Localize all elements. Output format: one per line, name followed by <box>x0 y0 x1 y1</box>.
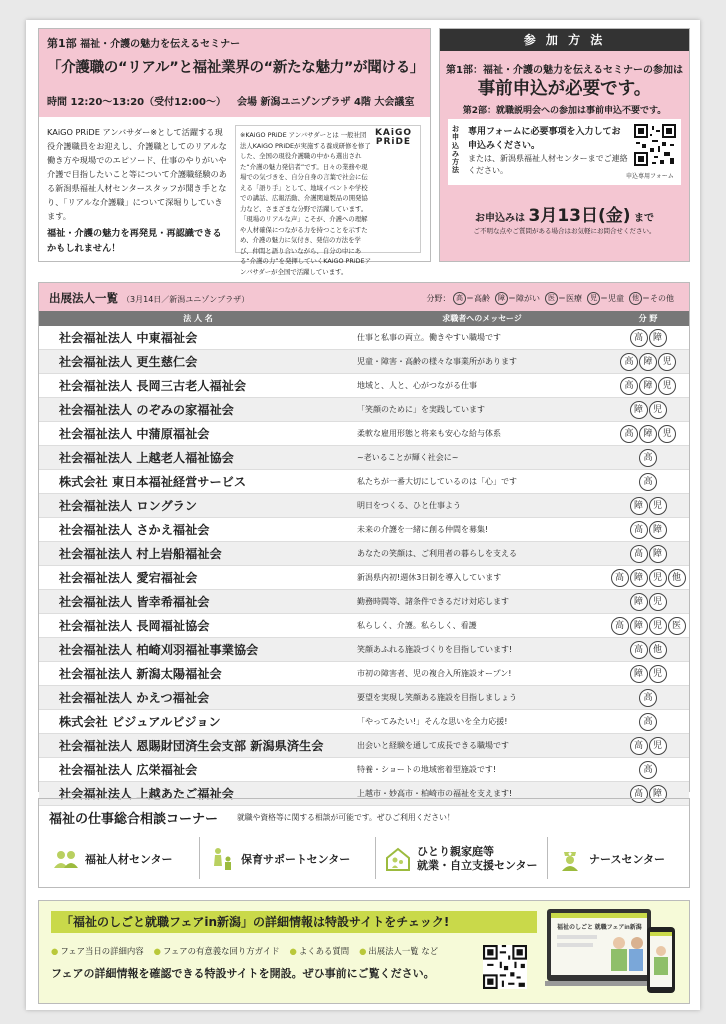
exhibitor-message: 私らしく、介護。私らしく、看護 <box>357 621 477 630</box>
exhibitor-message: 未来の介護を一緒に創る仲間を募集! <box>357 525 489 534</box>
exhibitor-message: 特養・ショートの地域密着型施設です! <box>357 765 497 774</box>
exhibitor-name: 社会福祉法人 柏崎刈羽福祉事業協会 <box>59 643 259 657</box>
field-badge: 高 <box>620 425 638 443</box>
legend-text: ＝高齢 <box>466 294 490 303</box>
field-badge: 児 <box>649 665 667 683</box>
consultation-subtitle: 就職や資格等に関する相談が可能です。ぜひご利用ください！ <box>237 813 455 822</box>
exhibitor-message: 市初の障害者、児の複合入所施設オープン! <box>357 669 512 678</box>
exhibitor-fields <box>607 449 689 467</box>
exhibitors-title <box>49 290 249 306</box>
field-badge: 児 <box>649 569 667 587</box>
table-row <box>39 374 689 398</box>
exhibitor-fields <box>607 737 689 755</box>
legend-prefix: 分野： <box>426 294 451 303</box>
field-badge: 高 <box>630 641 648 659</box>
exhibitors-subtitle: （3月14日／新潟ユニゾンプラザ） <box>122 295 250 304</box>
divider <box>547 837 548 879</box>
exhibitor-message: 私たちが一番大切にしているのは「心」です <box>357 477 517 486</box>
exhibitor-message: 上越市・妙高市・柏崎市の福祉を支えます! <box>357 789 513 798</box>
seminar-lead-text: 福祉・介護の魅力を再発見・再認識できるかもしれません！ <box>47 228 222 254</box>
table-row <box>39 446 689 470</box>
exhibitor-fields <box>607 473 689 491</box>
consult-item-label-2: 就業・自立支援センター <box>417 859 538 872</box>
deadline-suffix: まで <box>634 213 654 224</box>
exhibitor-name: 社会福祉法人 恩賜財団済生会支部 新潟県済生会 <box>59 739 324 753</box>
exhibitor-name: 社会福祉法人 中蒲原福祉会 <box>59 427 210 441</box>
field-badge: 高 <box>620 353 638 371</box>
field-badge: 児 <box>649 401 667 419</box>
table-row <box>39 662 689 686</box>
seminar-part-label: 第1部 <box>47 37 77 50</box>
kaigo-pride-logo <box>375 129 412 147</box>
field-badge: 高 <box>639 689 657 707</box>
field-badge: 他 <box>649 641 667 659</box>
alternate-contact: または、新潟県福祉人材センターまでご連絡ください。 <box>468 154 628 175</box>
legend-badge: 障 <box>495 292 508 305</box>
site-content-item: ● フェア当日の詳細内容 <box>51 945 144 957</box>
special-site-section <box>38 900 690 1004</box>
field-badge: 高 <box>630 329 648 347</box>
field-badge: 障 <box>639 425 657 443</box>
exhibitor-message: 地域と、人と、心がつながる仕事 <box>357 381 477 390</box>
ambassador-note-box <box>235 125 421 276</box>
website-device-mockup <box>545 905 677 997</box>
exhibitor-fields <box>607 761 689 779</box>
field-badge: 高 <box>620 377 638 395</box>
qr-form-label: 申込専用フォーム <box>626 173 674 180</box>
table-row <box>39 422 689 446</box>
exhibitor-message: 要望を実現し笑顔ある施設を目指しましょう <box>357 693 517 702</box>
consult-item-label: ナースセンター <box>589 853 666 866</box>
field-badge: 障 <box>630 665 648 683</box>
consult-item-label: ひとり親家庭等 <box>417 845 494 858</box>
consult-item-label-block <box>417 845 538 873</box>
legend-text: ＝その他 <box>642 294 674 303</box>
table-row <box>39 734 689 758</box>
exhibitor-name: 社会福祉法人 かえつ福祉会 <box>59 691 210 705</box>
consult-welfare-center <box>53 839 173 879</box>
exhibitor-name: 社会福祉法人 広栄福祉会 <box>59 763 198 777</box>
table-row <box>39 398 689 422</box>
consult-item-label: 福祉人材センター <box>85 853 173 866</box>
deadline-date: 3月13日(金) <box>528 206 631 226</box>
exhibitor-name: 社会福祉法人 上越あたご福祉会 <box>59 787 234 801</box>
legend-badge: 児 <box>587 292 600 305</box>
exhibitors-header <box>39 283 689 311</box>
seminar-body-text: KAiGO PRiDE アンバサダー※として活躍する現役介護職員をお迎えし、介護職としてのリアルな働き方や現場でのエピソード、仕事のやりがいや介護で目指したいこと等について介護職経験のある新潟県福祉人材センタースタッフが聞き手となり、「リアルな介護職」について深堀りしていきます。 <box>47 127 227 221</box>
field-legend <box>426 292 679 305</box>
inquiry-note: ご不明な点やご質問がある場合はお気軽にお問合せください。 <box>473 227 656 235</box>
legend-badge: 他 <box>629 292 642 305</box>
seminar-description <box>47 125 229 256</box>
exhibitor-name: 社会福祉法人 中東福祉会 <box>59 331 198 345</box>
field-badge: 高 <box>630 545 648 563</box>
field-badge: 児 <box>649 497 667 515</box>
seminar-venue: 会場 新潟ユニゾンプラザ 4階 大会議室 <box>237 97 415 108</box>
field-badge: 高 <box>630 785 648 803</box>
childcare-icon <box>209 846 235 872</box>
exhibitor-name: 株式会社 東日本福祉経営サービス <box>59 475 247 489</box>
special-site-qr-code[interactable] <box>483 945 527 989</box>
consult-nurse-center <box>557 839 665 879</box>
field-badge: 障 <box>649 521 667 539</box>
site-contents-list <box>51 945 438 957</box>
exhibitor-message: 笑顔あふれる施設づくりを目指しています! <box>357 645 513 654</box>
table-header-row <box>39 311 689 326</box>
field-badge: 障 <box>630 593 648 611</box>
participation-header: 参 加 方 法 <box>440 29 689 51</box>
legend-text: ＝児童 <box>600 294 624 303</box>
form-instruction: 専用フォームに必要事項を入力してお申込みください。 <box>468 127 621 151</box>
consult-childcare-center <box>209 839 350 879</box>
field-badge: 医 <box>668 617 686 635</box>
field-badge: 他 <box>668 569 686 587</box>
col-header-name: 法 人 名 <box>183 314 213 323</box>
site-content-item: ● フェアの有意義な回り方ガイド <box>154 945 280 957</box>
field-badge: 障 <box>630 497 648 515</box>
seminar-title: 「介護職の“リアル”と福祉業界の“新たな魅力”が聞ける」 <box>47 60 425 76</box>
exhibitor-name: 社会福祉法人 愛宕福祉会 <box>59 571 198 585</box>
field-badge: 児 <box>649 593 667 611</box>
exhibitor-name: 社会福祉法人 上越老人福祉協会 <box>59 451 234 465</box>
exhibitor-name: 社会福祉法人 長岡福祉協会 <box>59 619 210 633</box>
consult-single-parent-center <box>385 839 538 879</box>
advance-registration-required: 事前申込が必要です。 <box>477 79 652 99</box>
field-badge: 児 <box>658 377 676 395</box>
exhibitor-name: 社会福祉法人 皆幸希福祉会 <box>59 595 210 609</box>
exhibitor-name: 株式会社 ビジュアルビジョン <box>59 715 221 729</box>
exhibitor-message: 「笑顔のために」を実践しています <box>357 405 485 414</box>
field-badge: 障 <box>649 329 667 347</box>
table-row <box>39 566 689 590</box>
exhibitor-fields <box>607 521 689 539</box>
exhibitor-fields <box>607 353 689 371</box>
table-row <box>39 710 689 734</box>
table-row <box>39 590 689 614</box>
field-badge: 障 <box>639 377 657 395</box>
field-badge: 高 <box>639 713 657 731</box>
seminar-part-line <box>47 35 422 51</box>
exhibitor-fields <box>607 377 689 395</box>
exhibitors-section <box>38 282 690 801</box>
seminar-section <box>38 28 431 276</box>
table-row <box>39 326 689 350</box>
application-method-box <box>448 119 681 185</box>
exhibitor-message: 柔軟な雇用形態と将来も安心な給与体系 <box>357 429 501 438</box>
divider <box>375 837 376 879</box>
table-row <box>39 758 689 782</box>
exhibitor-fields <box>607 329 689 347</box>
field-badge: 高 <box>639 449 657 467</box>
people-icon <box>53 846 79 872</box>
field-badge: 障 <box>630 401 648 419</box>
field-badge: 障 <box>630 617 648 635</box>
house-family-icon <box>385 846 411 872</box>
exhibitor-fields <box>607 545 689 563</box>
seminar-time: 時間 12:20〜13:20（受付12:00〜） <box>47 97 226 108</box>
consult-item-label: 保育サポートセンター <box>241 853 351 866</box>
consultation-title: 福祉の仕事総合相談コーナー <box>49 812 219 827</box>
exhibitor-name: 社会福祉法人 ロングラン <box>59 499 198 513</box>
field-badge: 高 <box>630 521 648 539</box>
exhibitor-name: 社会福祉法人 村上岩船福祉会 <box>59 547 222 561</box>
exhibitor-message: 明日をつくる、ひと仕事よう <box>357 501 461 510</box>
exhibitor-fields <box>607 617 689 635</box>
legend-badge: 医 <box>545 292 558 305</box>
logo-line-1: KAiGO <box>374 128 412 138</box>
table-row <box>39 638 689 662</box>
logo-line-2: PRiDE <box>375 137 412 147</box>
participation-section <box>439 28 690 262</box>
exhibitor-message: 勤務時間等、諸条件できるだけ対応します <box>357 597 509 606</box>
field-badge: 高 <box>630 737 648 755</box>
exhibitor-message: 出会いと経験を通して成長できる職場です <box>357 741 509 750</box>
legend-text: ＝医療 <box>558 294 582 303</box>
table-row <box>39 494 689 518</box>
participation-body <box>440 51 689 261</box>
field-badge: 障 <box>639 353 657 371</box>
participation-line-1: 第1部：福祉・介護の魅力を伝えるセミナーの参加は <box>446 65 683 76</box>
divider <box>199 837 200 879</box>
table-row <box>39 470 689 494</box>
site-content-item: ● よくある質問 <box>290 945 350 957</box>
application-instructions <box>468 125 628 177</box>
exhibitor-fields <box>607 665 689 683</box>
exhibitor-fields <box>607 425 689 443</box>
exhibitor-message: 新潟県内初!週休3日制を導入しています <box>357 573 502 582</box>
participation-line-3: 第2部：就職説明会への参加は事前申込不要です。 <box>462 106 667 116</box>
field-badge: 高 <box>611 569 629 587</box>
nurse-icon <box>557 846 583 872</box>
exhibitor-message: 児童・障害・高齢の様々な事業所があります <box>357 357 517 366</box>
exhibitor-name: 社会福祉法人 のぞみの家福祉会 <box>59 403 234 417</box>
field-badge: 高 <box>639 761 657 779</box>
field-badge: 障 <box>649 545 667 563</box>
deadline-prefix: お申込みは <box>475 213 525 224</box>
exhibitor-message: ~老いることが輝く社会に~ <box>357 453 459 462</box>
field-badge: 障 <box>630 569 648 587</box>
special-site-banner: 「福祉のしごと就職フェアin新潟」の詳細情報は特設サイトをチェック! <box>51 911 537 933</box>
exhibitors-table <box>39 311 689 806</box>
exhibitors-title-text: 出展法人一覧 <box>49 291 118 305</box>
table-row <box>39 518 689 542</box>
application-qr-code[interactable] <box>634 124 676 166</box>
exhibitor-name: 社会福祉法人 更生慈仁会 <box>59 355 198 369</box>
exhibitor-fields <box>607 497 689 515</box>
application-method-label: お申込み方法 <box>452 125 459 175</box>
exhibitor-fields <box>607 689 689 707</box>
site-content-item: ● 出展法人一覧 など <box>359 945 438 957</box>
field-badge: 児 <box>649 737 667 755</box>
field-badge: 児 <box>658 353 676 371</box>
seminar-part-title: 福祉・介護の魅力を伝えるセミナー <box>80 39 241 50</box>
col-header-message: 求職者へのメッセージ <box>442 314 522 323</box>
table-row <box>39 614 689 638</box>
field-badge: 障 <box>649 785 667 803</box>
exhibitor-fields <box>607 401 689 419</box>
exhibitor-fields <box>607 569 689 587</box>
exhibitor-message: 仕事と私事の両立。働きやすい職場です <box>357 333 501 342</box>
exhibitor-fields <box>607 713 689 731</box>
exhibitor-name: 社会福祉法人 新潟太陽福祉会 <box>59 667 222 681</box>
legend-text: ＝障がい <box>508 294 540 303</box>
consultation-section <box>38 798 690 888</box>
table-row <box>39 686 689 710</box>
exhibitor-fields <box>607 641 689 659</box>
table-row <box>39 542 689 566</box>
legend-badge: 高 <box>453 292 466 305</box>
exhibitor-name: 社会福祉法人 さかえ福祉会 <box>59 523 210 537</box>
ambassador-note-text: ※KAiGO PRiDE アンバサダーとは 一般社団法人KAiGO PRiDEが実施する養成研修を修了した、全国の現役介護職の中から選出された“介護の魅力発信者”です。日々の業務や現場での気づきを、自分自身の言葉で社会に伝える「語り手」として、地域イベントや学校での講話、広報活動、介護関連製品の開発協力など、さまざまな分野で活躍しています。「現場のリアルな声」こそが、介護への理解や人材確保につながる力を持つことを示すため、介護の魅力に気付き、発信の方法を学び、仲間と語り合いながら、自分の中にある“介護の力”を発揮していくKAiGO PRiDEアンバサダーが全国で活躍しています。 <box>240 131 371 276</box>
special-site-description: フェアの詳細情報を確認できる特設サイトを開設。ぜひ事前にご覧ください。 <box>51 967 435 980</box>
exhibitor-message: 「やってみたい!」そんな思いを全力応援! <box>357 717 508 726</box>
field-badge: 児 <box>649 617 667 635</box>
flyer-page <box>26 20 700 1010</box>
col-header-field: 分 野 <box>638 314 658 323</box>
exhibitor-name: 社会福祉法人 長岡三古老人福祉会 <box>59 379 247 393</box>
table-row <box>39 350 689 374</box>
exhibitor-fields <box>607 593 689 611</box>
field-badge: 高 <box>611 617 629 635</box>
field-badge: 高 <box>639 473 657 491</box>
mockup-site-title: 福祉のしごと 就職フェアin新潟 <box>557 925 642 931</box>
field-badge: 児 <box>658 425 676 443</box>
deadline-line <box>440 201 689 226</box>
exhibitor-message: あなたの笑顔は、ご利用者の暮らしを支える <box>357 549 517 558</box>
